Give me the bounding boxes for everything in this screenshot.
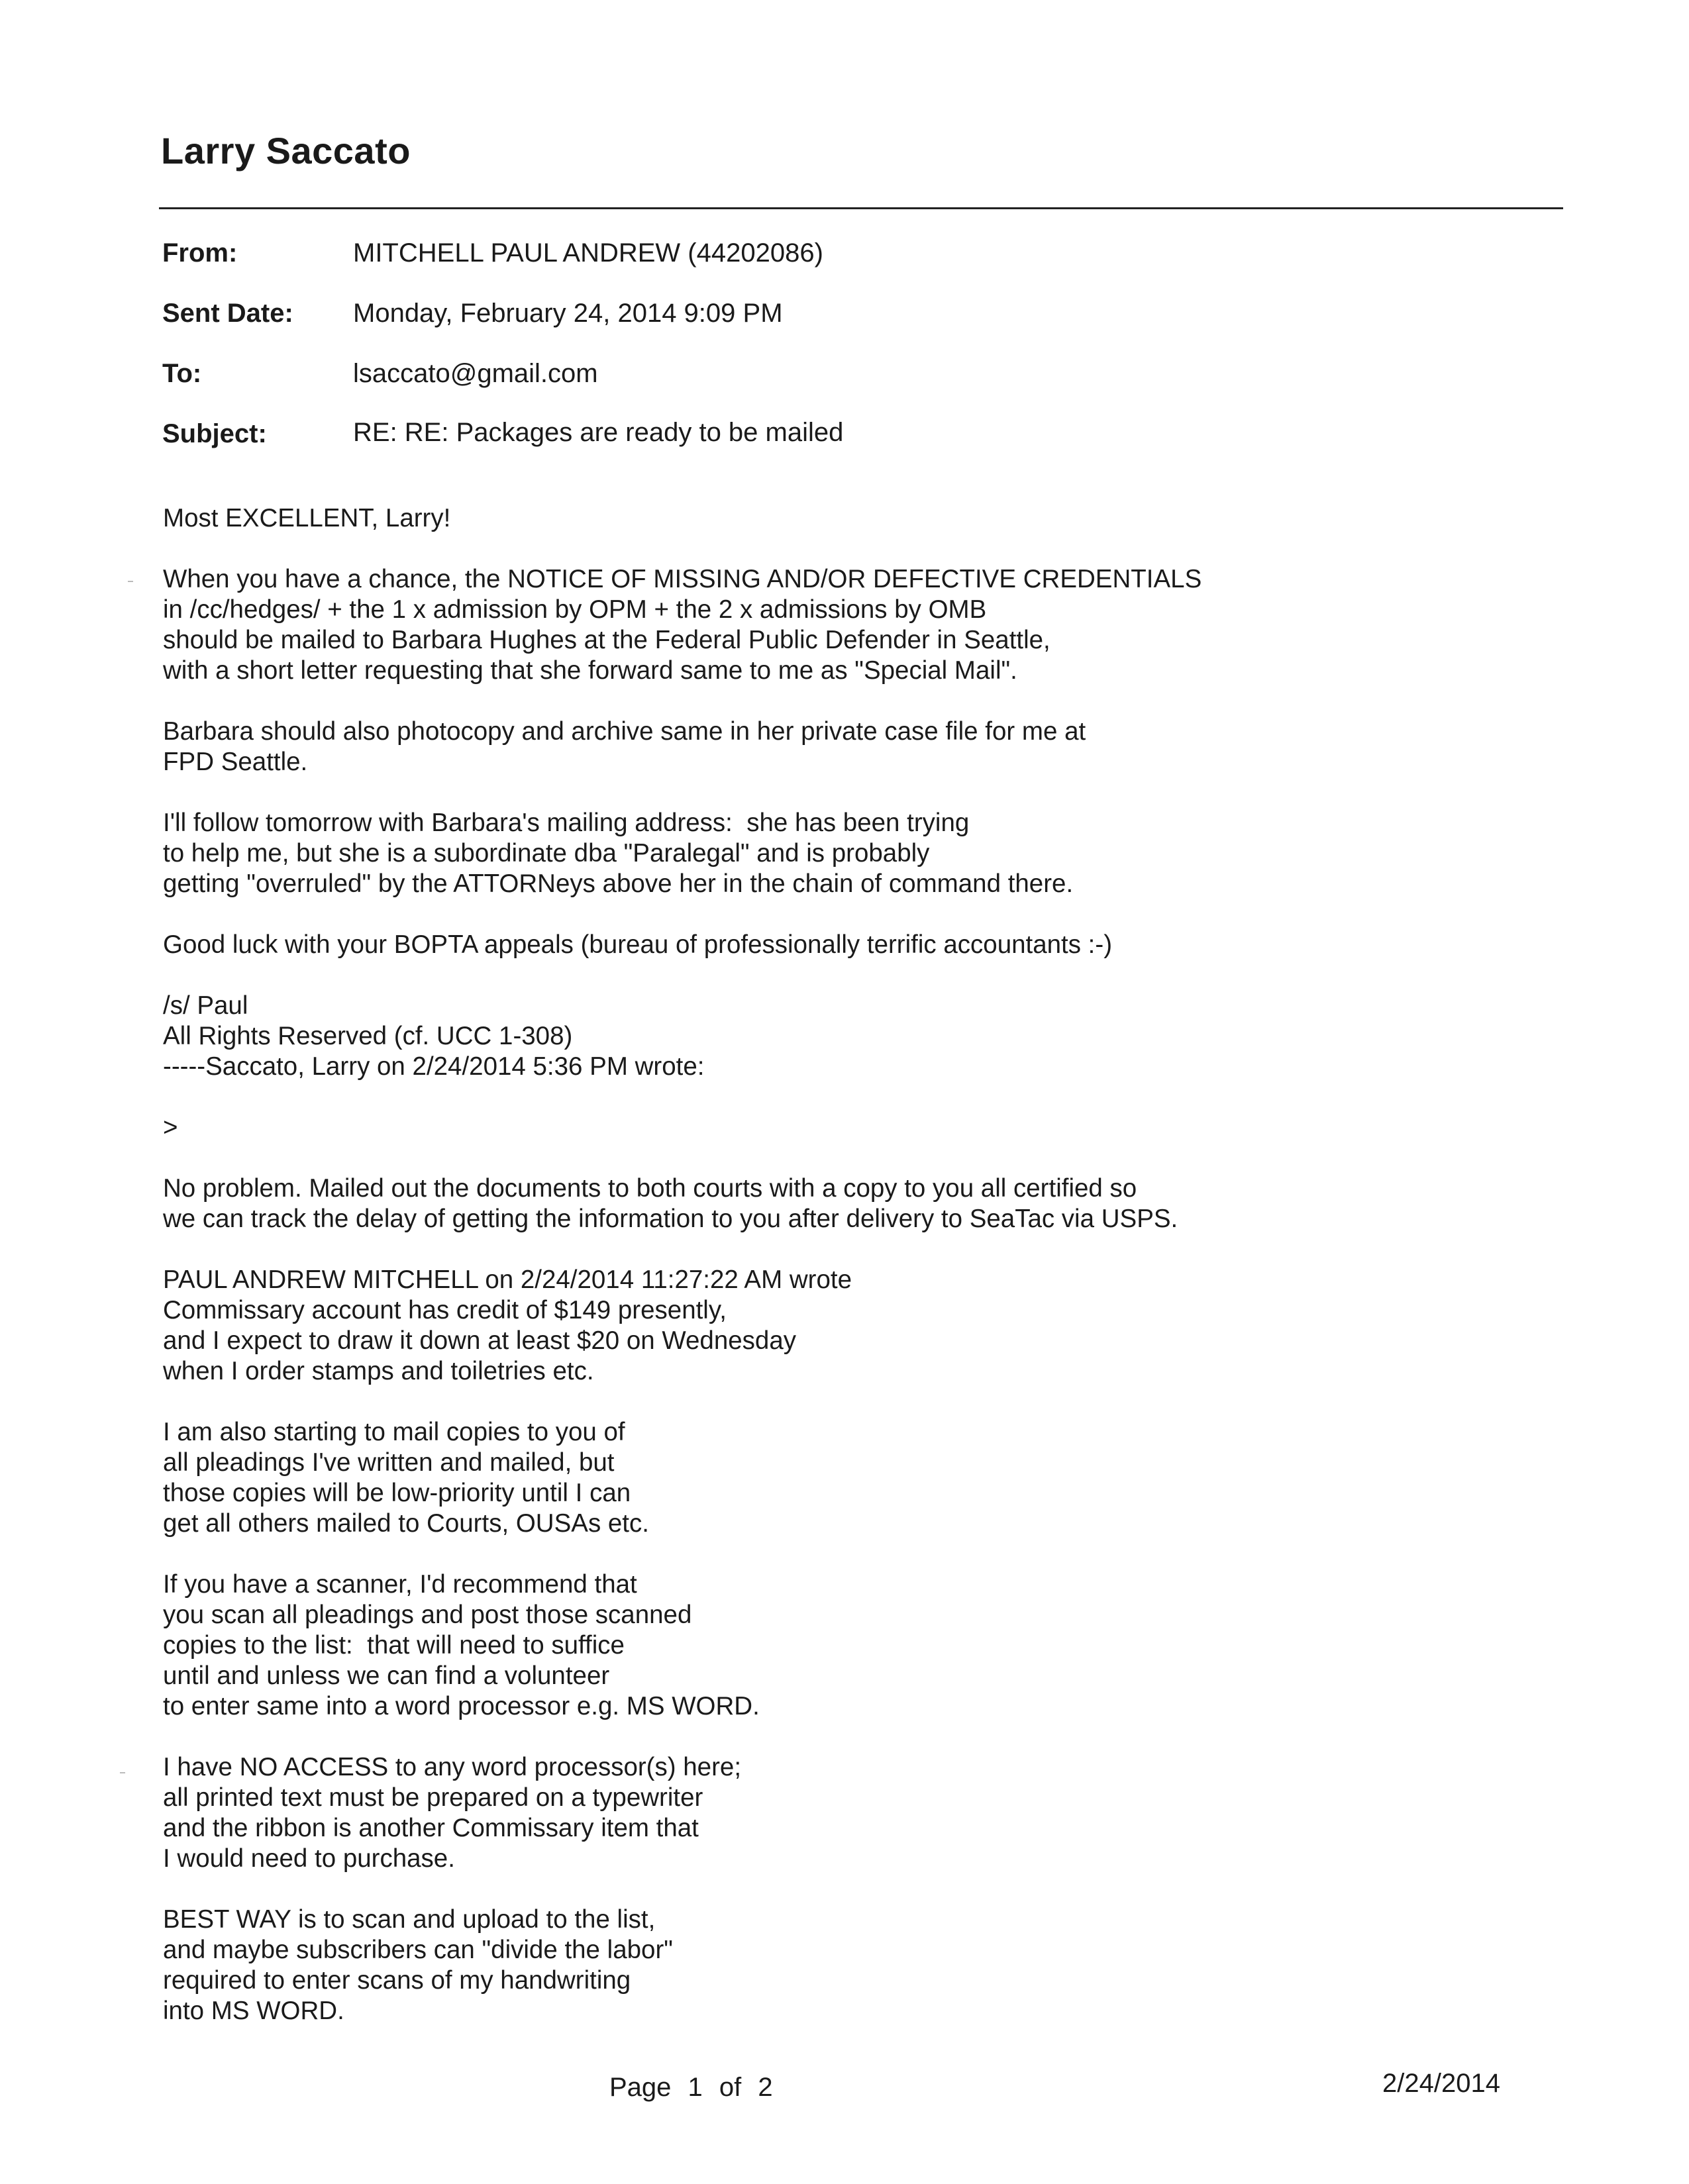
to-value: lsaccato@gmail.com <box>353 359 598 388</box>
subject-value: RE: RE: Packages are ready to be mailed <box>353 418 844 447</box>
page-number: Page 1 of 2 <box>609 2073 773 2102</box>
email-body: Most EXCELLENT, Larry! When you have a chance, the NOTICE OF MISSING AND/OR DEFECTIVE CREDENTIALS in /cc/hedges/ + the 1 x admission by OPM + the 2 x admissions by OMB should be mailed to Barbara Hughes at the Federal Public Defender in Seattle, with a short letter requesting that she forward same to me as "Special Mail". Barbara should also photocopy and archive same in her private case file for me at FPD Seattle. I'll follow tomorrow with Barbara's mailing address: she has been trying to help me, but she is a subordinate dba "Paralegal" and is probably getting "overruled" by the ATTORNeys above her in the chain of command there. Good luck with your BOPTA appeals (bureau of professionally terrific accountants :-) /s/ Paul All Rights Reserved (cf. UCC 1-308) -----Saccato, Larry on 2/24/2014 5:36 PM wrote: > No problem. Mailed out the documents to both courts with a copy to you all certified so we can track the delay of getting the information to you after delivery to SeaTac via USPS. PAUL ANDREW MITCHELL on 2/24/2014 11:27:22 AM wrote Commissary account has credit of $149 presently, and I expect to draw it down at least $20 on Wednesday when I order stamps and toiletries etc. I am also starting to mail copies to you of all pleadings I've written and mailed, but those copies will be low-priority until I can get all others mailed to Courts, OUSAs etc. If you have a scanner, I'd recommend that you scan all pleadings and post those scanned copies to the list: that will need to suffice until and unless we can find a volunteer to enter same into a word processor e.g. MS WORD. I have NO ACCESS to any word processor(s) here; all printed text must be prepared on a typewriter and the ribbon is another Commissary item that I would need to purchase. BEST WAY is to scan and upload to the list, and maybe subscribers can "divide the labor" required to enter scans of my handwriting into MS WORD. <box>163 504 1202 2025</box>
from-value: MITCHELL PAUL ANDREW (44202086) <box>353 238 823 268</box>
subject-label: Subject: <box>162 419 267 448</box>
sent-date-label: Sent Date: <box>162 299 293 328</box>
sent-date-value: Monday, February 24, 2014 9:09 PM <box>353 299 783 328</box>
scan-mark <box>120 1772 125 1773</box>
document-owner-title: Larry Saccato <box>161 130 411 172</box>
from-label: From: <box>162 238 238 268</box>
header-divider <box>159 207 1563 209</box>
footer-date: 2/24/2014 <box>1382 2069 1500 2098</box>
to-label: To: <box>162 359 202 388</box>
scan-mark <box>128 581 133 582</box>
